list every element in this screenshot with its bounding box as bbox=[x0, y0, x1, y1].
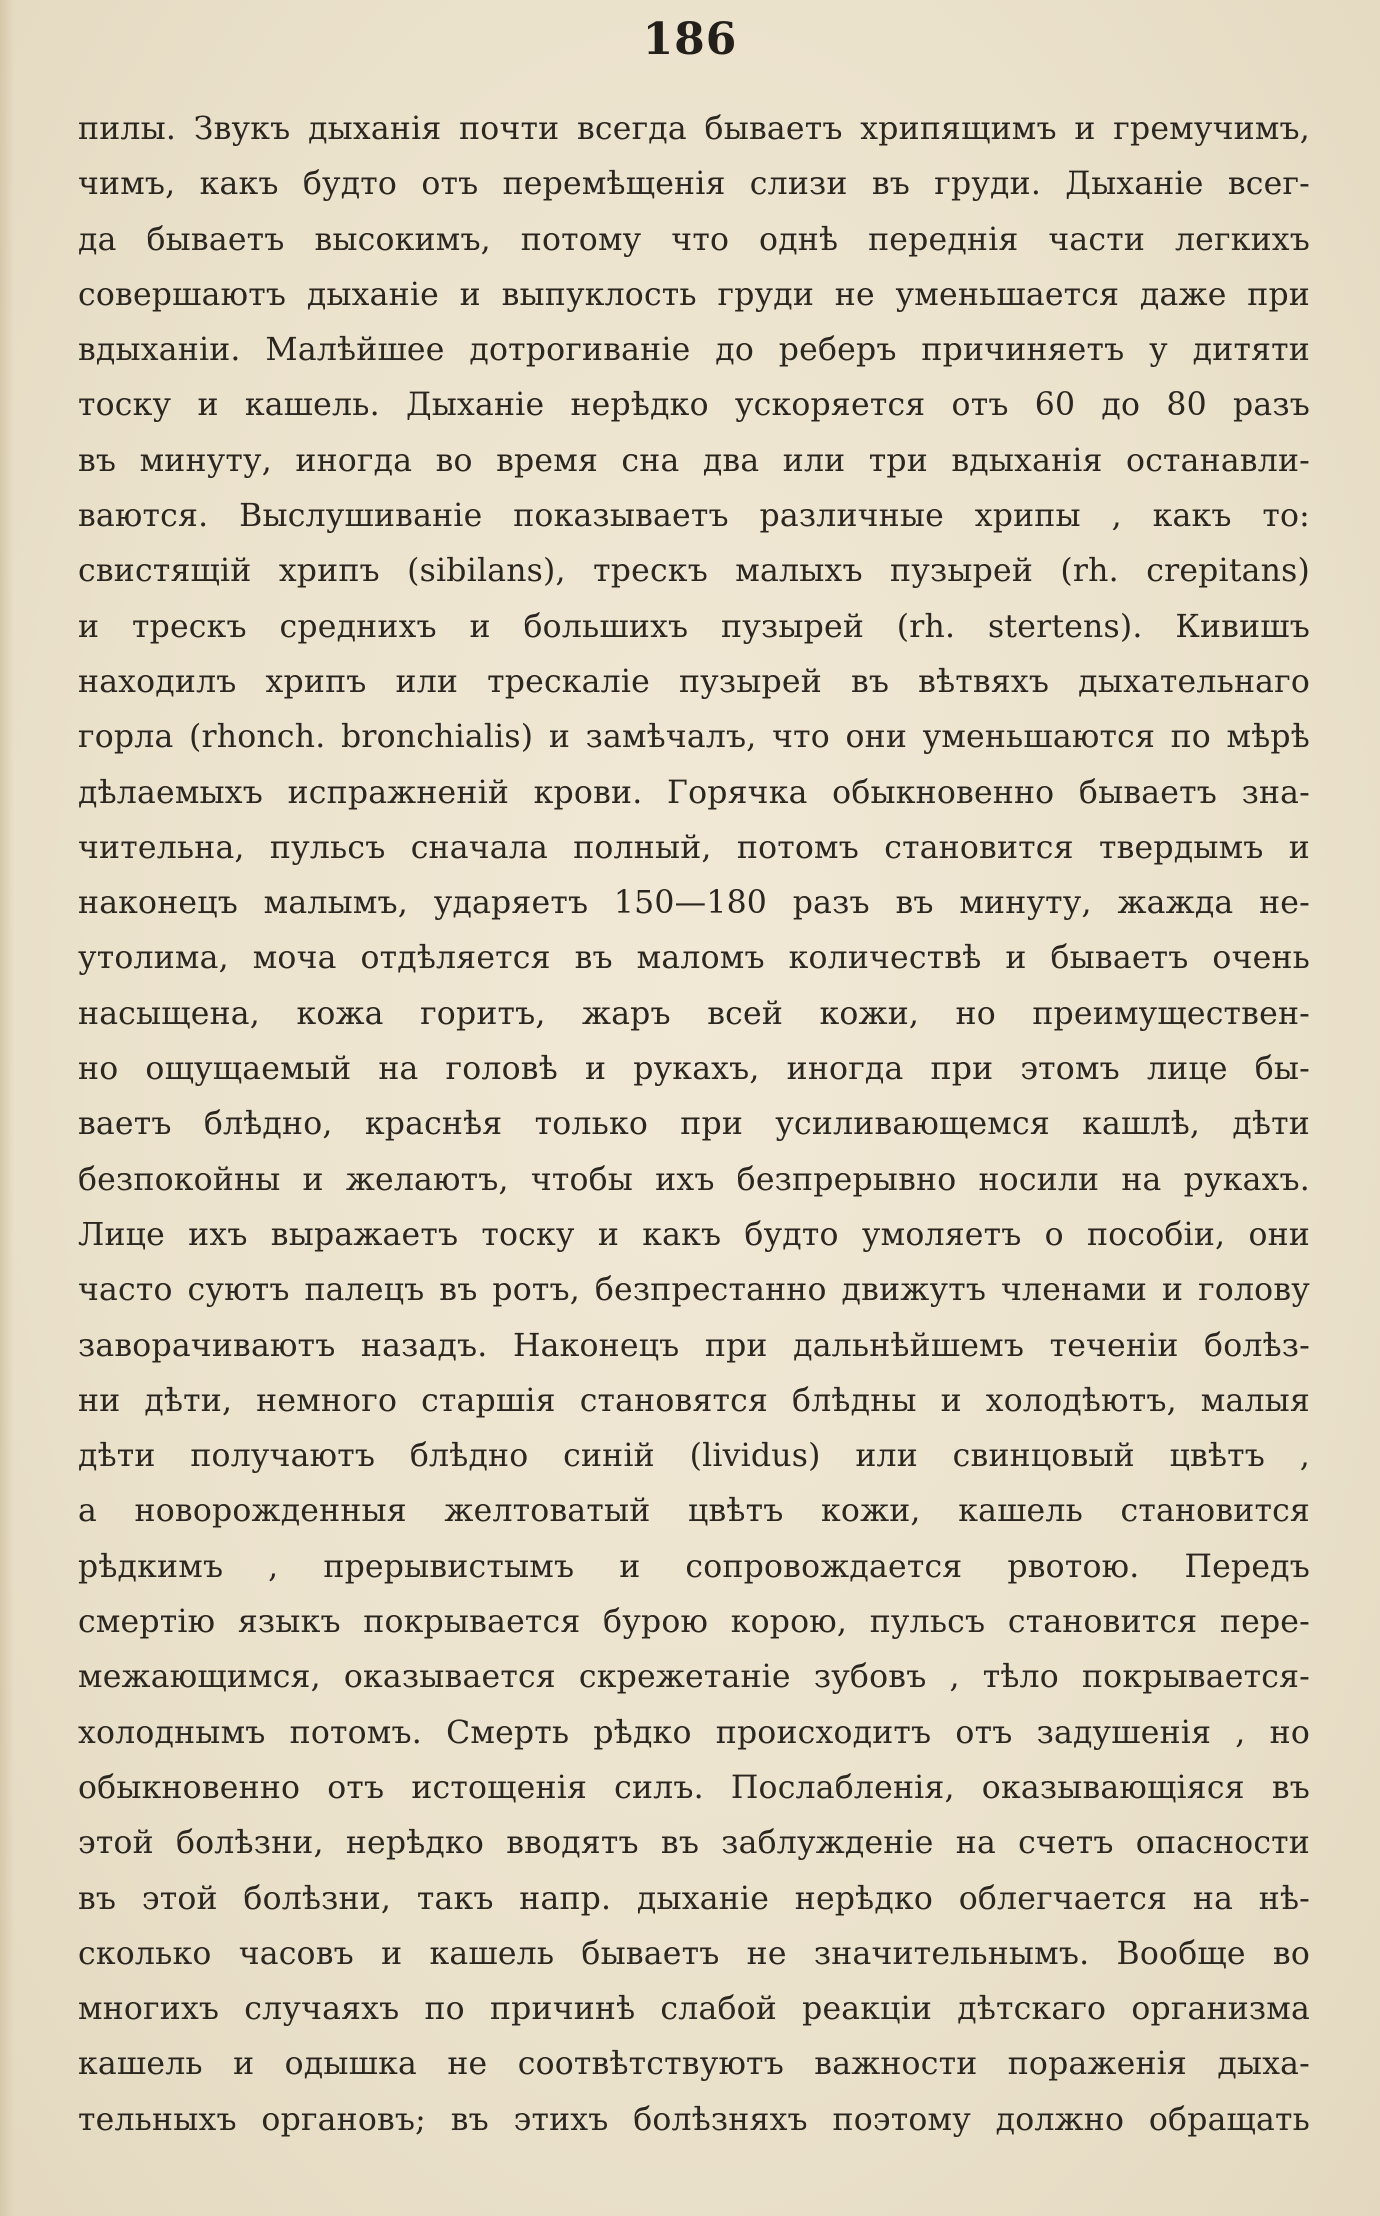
page-number: 186 bbox=[642, 14, 738, 65]
text-line: горла (rhonch. bronchialis) и замѣчалъ, что они уменьшаются по мѣрѣ bbox=[78, 719, 1310, 756]
text-line: этой болѣзни, нерѣдко вводятъ въ заблужденіе на счетъ опасности bbox=[78, 1825, 1310, 1862]
text-line: совершаютъ дыханіе и выпуклость груди не уменьшается даже при bbox=[78, 276, 1310, 313]
text-line: обыкновенно отъ истощенія силъ. Послабленія, оказывающіяся въ bbox=[78, 1769, 1310, 1806]
text-line: ваетъ блѣдно, краснѣя только при усиливающемся кашлѣ, дѣти bbox=[78, 1106, 1310, 1143]
text-line: пилы. Звукъ дыханія почти всегда бываетъ хрипящимъ и гремучимъ, bbox=[78, 111, 1310, 147]
text-line: межающимся, оказывается скрежетаніе зубовъ , тѣло покрывается- bbox=[78, 1659, 1310, 1696]
text-line: сколько часовъ и кашель бываетъ не значительнымъ. Вообще во bbox=[78, 1935, 1310, 1972]
text-line: дѣлаемыхъ испражненій крови. Горячка обыкновенно бываетъ зна- bbox=[78, 774, 1310, 811]
text-line: заворачиваютъ назадъ. Наконецъ при дальнѣйшемъ теченіи болѣз- bbox=[78, 1327, 1310, 1364]
text-line: въ этой болѣзни, такъ напр. дыханіе нерѣдко облегчается на нѣ- bbox=[78, 1880, 1310, 1917]
text-line: дѣти получаютъ блѣдно синій (lividus) или свинцовый цвѣтъ , bbox=[78, 1438, 1310, 1475]
text-line: многихъ случаяхъ по причинѣ слабой реакціи дѣтскаго организма bbox=[78, 1991, 1310, 2028]
text-line: безпокойны и желаютъ, чтобы ихъ безпрерывно носили на рукахъ. bbox=[78, 1161, 1310, 1198]
text-line: да бываетъ высокимъ, потому что однѣ переднія части легкихъ bbox=[78, 221, 1310, 258]
text-line: смертію языкъ покрывается бурою корою, пульсъ становится пере- bbox=[78, 1604, 1310, 1641]
text-line: часто суютъ палецъ въ ротъ, безпрестанно движутъ членами и голову bbox=[78, 1272, 1310, 1309]
text-line: Лице ихъ выражаетъ тоску и какъ будто умоляетъ о пособіи, они bbox=[78, 1216, 1310, 1253]
text-line: а новорожденныя желтоватый цвѣтъ кожи, кашель становится bbox=[78, 1493, 1310, 1530]
text-line: и трескъ среднихъ и большихъ пузырей (rh. stertens). Кивишъ bbox=[78, 608, 1310, 645]
text-line: ни дѣти, немного старшія становятся блѣдны и холодѣютъ, малыя bbox=[78, 1382, 1310, 1419]
text-line: насыщена, кожа горитъ, жаръ всей кожи, но преимуществен- bbox=[78, 995, 1310, 1032]
text-line: холоднымъ потомъ. Смерть рѣдко происходитъ отъ задушенія , но bbox=[78, 1714, 1310, 1751]
text-line: въ минуту, иногда во время сна два или три вдыханія останавли- bbox=[78, 442, 1310, 479]
text-line: свистящій хрипъ (sibilans), трескъ малыхъ пузырей (rh. crepitans) bbox=[78, 553, 1310, 590]
text-line: но ощущаемый на головѣ и рукахъ, иногда при этомъ лице бы- bbox=[78, 1051, 1310, 1088]
text-line: находилъ хрипъ или трескаліе пузырей въ вѣтвяхъ дыхательнаго bbox=[78, 663, 1310, 700]
page-body-text bbox=[78, 102, 1310, 2148]
text-line: чимъ, какъ будто отъ перемѣщенія слизи въ груди. Дыханіе всег- bbox=[78, 166, 1310, 203]
text-line: тоску и кашель. Дыханіе нерѣдко ускоряется отъ 60 до 80 разъ bbox=[78, 387, 1310, 424]
text-line: тельныхъ органовъ; въ этихъ болѣзняхъ поэтому должно обращать bbox=[78, 2101, 1310, 2138]
page-edge-shadow bbox=[0, 0, 14, 2216]
text-line: утолима, моча отдѣляется въ маломъ количествѣ и бываетъ очень bbox=[78, 940, 1310, 977]
text-line: ваются. Выслушиваніе показываетъ различные хрипы , какъ то: bbox=[78, 498, 1310, 535]
text-line: вдыханіи. Малѣйшее дотрогиваніе до реберъ причиняетъ у дитяти bbox=[78, 332, 1310, 369]
text-line: наконецъ малымъ, ударяетъ 150—180 разъ въ минуту, жажда не- bbox=[78, 885, 1310, 922]
text-line: чительна, пульсъ сначала полный, потомъ становится твердымъ и bbox=[78, 829, 1310, 866]
text-line: рѣдкимъ , прерывистымъ и сопровождается рвотою. Передъ bbox=[78, 1548, 1310, 1585]
text-line: кашель и одышка не соотвѣтствуютъ важности пораженія дыха- bbox=[78, 2046, 1310, 2083]
